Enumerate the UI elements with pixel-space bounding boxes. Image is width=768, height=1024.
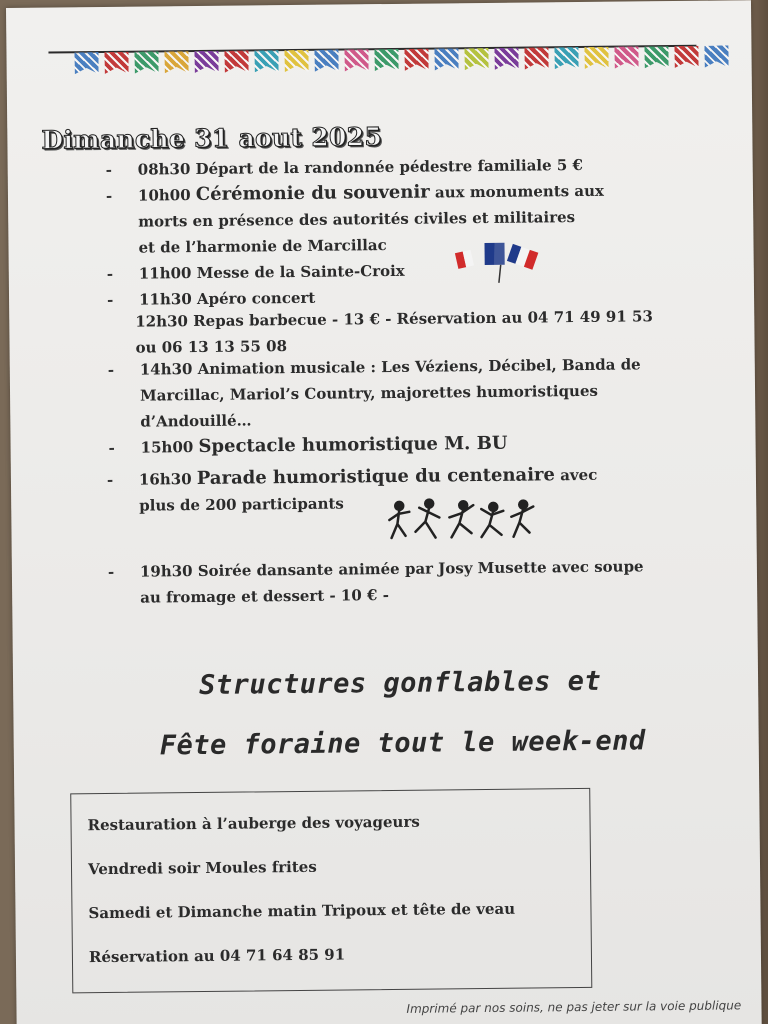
page-title: Dimanche 31 aout 2025 <box>41 122 383 155</box>
program-item-spectacle <box>108 429 700 461</box>
item-line: 08h30 Départ de la randonnée pédestre familiale 5 € <box>137 155 584 179</box>
bunting-flag <box>254 50 278 72</box>
item-highlight: Spectacle humoristique M. BU <box>198 432 508 458</box>
bullet: - <box>107 360 115 379</box>
bunting-flag <box>284 50 308 72</box>
box-line-samedi: Samedi et Dimanche matin Tripoux et tête de veau <box>88 899 516 923</box>
bunting-flag <box>404 49 428 71</box>
item-time: 15h00 <box>140 438 199 457</box>
item-text: aux monuments aux <box>429 181 605 202</box>
item-time: 16h30 <box>138 470 197 489</box>
bunting-flag <box>584 47 608 69</box>
bunting-flag <box>614 46 638 68</box>
bunting-flag <box>194 51 218 73</box>
item-line: ou 06 13 13 55 08 <box>135 337 288 357</box>
item-line: 11h00 Messe de la Sainte-Croix <box>138 261 405 283</box>
bunting-flag <box>74 52 98 74</box>
fun-line-structures: Structures gonflables et <box>198 665 602 702</box>
bunting-flag <box>434 48 458 70</box>
bunting-flag <box>494 48 518 70</box>
bullet: - <box>106 470 114 489</box>
item-line: Marcillac, Mariol’s Country, majorettes humoristiques <box>139 381 598 405</box>
bunting-flag <box>374 49 398 71</box>
bunting-decoration <box>48 35 696 82</box>
bullet: - <box>106 264 114 283</box>
item-line: 14h30 Animation musicale : Les Véziens, Décibel, Banda de <box>139 355 641 379</box>
program-item-soiree <box>107 553 701 611</box>
flyer-sheet <box>6 0 762 1024</box>
item-line: au fromage et dessert - 10 € - <box>140 586 389 607</box>
bunting-flag <box>464 48 488 70</box>
bunting-flag <box>134 51 158 73</box>
bunting-flag <box>554 47 578 69</box>
item-line: 12h30 Repas barbecue - 13 € - Réservation au 04 71 49 91 53 <box>135 307 653 331</box>
bunting-flag <box>224 50 248 72</box>
program-item-ceremonie <box>105 177 699 261</box>
bunting-flag <box>704 45 728 67</box>
bunting-flag <box>644 46 668 68</box>
box-line-reservation: Réservation au 04 71 64 85 91 <box>88 945 346 967</box>
bullet: - <box>107 562 115 581</box>
restaurant-box <box>70 788 592 993</box>
item-line: morts en présence des autorités civiles et militaires <box>138 208 576 231</box>
bullet: - <box>106 290 114 309</box>
box-line-auberge: Restauration à l’auberge des voyageurs <box>87 812 420 835</box>
bullet: - <box>105 160 113 179</box>
item-line: 19h30 Soirée dansante animée par Josy Musette avec soupe <box>139 557 644 581</box>
item-line: d’Andouillé… <box>140 411 252 431</box>
box-line-vendredi: Vendredi soir Moules frites <box>87 857 317 879</box>
bunting-flag <box>314 50 338 72</box>
item-line <box>140 429 700 461</box>
dancers-illustration-icon <box>385 496 537 542</box>
bullet: - <box>108 438 115 457</box>
item-line: et de l’harmonie de Marcillac <box>138 236 387 257</box>
item-line: 11h30 Apéro concert <box>138 288 316 309</box>
item-time: 10h00 <box>137 186 196 205</box>
bullet: - <box>105 186 113 205</box>
item-highlight: Parade humoristique du centenaire <box>196 464 556 490</box>
bunting-flag <box>674 46 698 68</box>
bunting-flag <box>164 51 188 73</box>
item-line: plus de 200 participants <box>139 494 344 515</box>
program-item-animation <box>107 351 701 435</box>
bunting-flag <box>344 49 368 71</box>
item-text: avec <box>554 465 598 485</box>
footer-note: Imprimé par nos soins, ne pas jeter sur la voie publique <box>406 998 742 1016</box>
bunting-flag <box>104 52 128 74</box>
bunting-flag <box>524 47 548 69</box>
fun-line-fete: Fête foraine tout le week-end <box>159 725 646 762</box>
item-highlight: Cérémonie du souvenir <box>195 181 430 206</box>
